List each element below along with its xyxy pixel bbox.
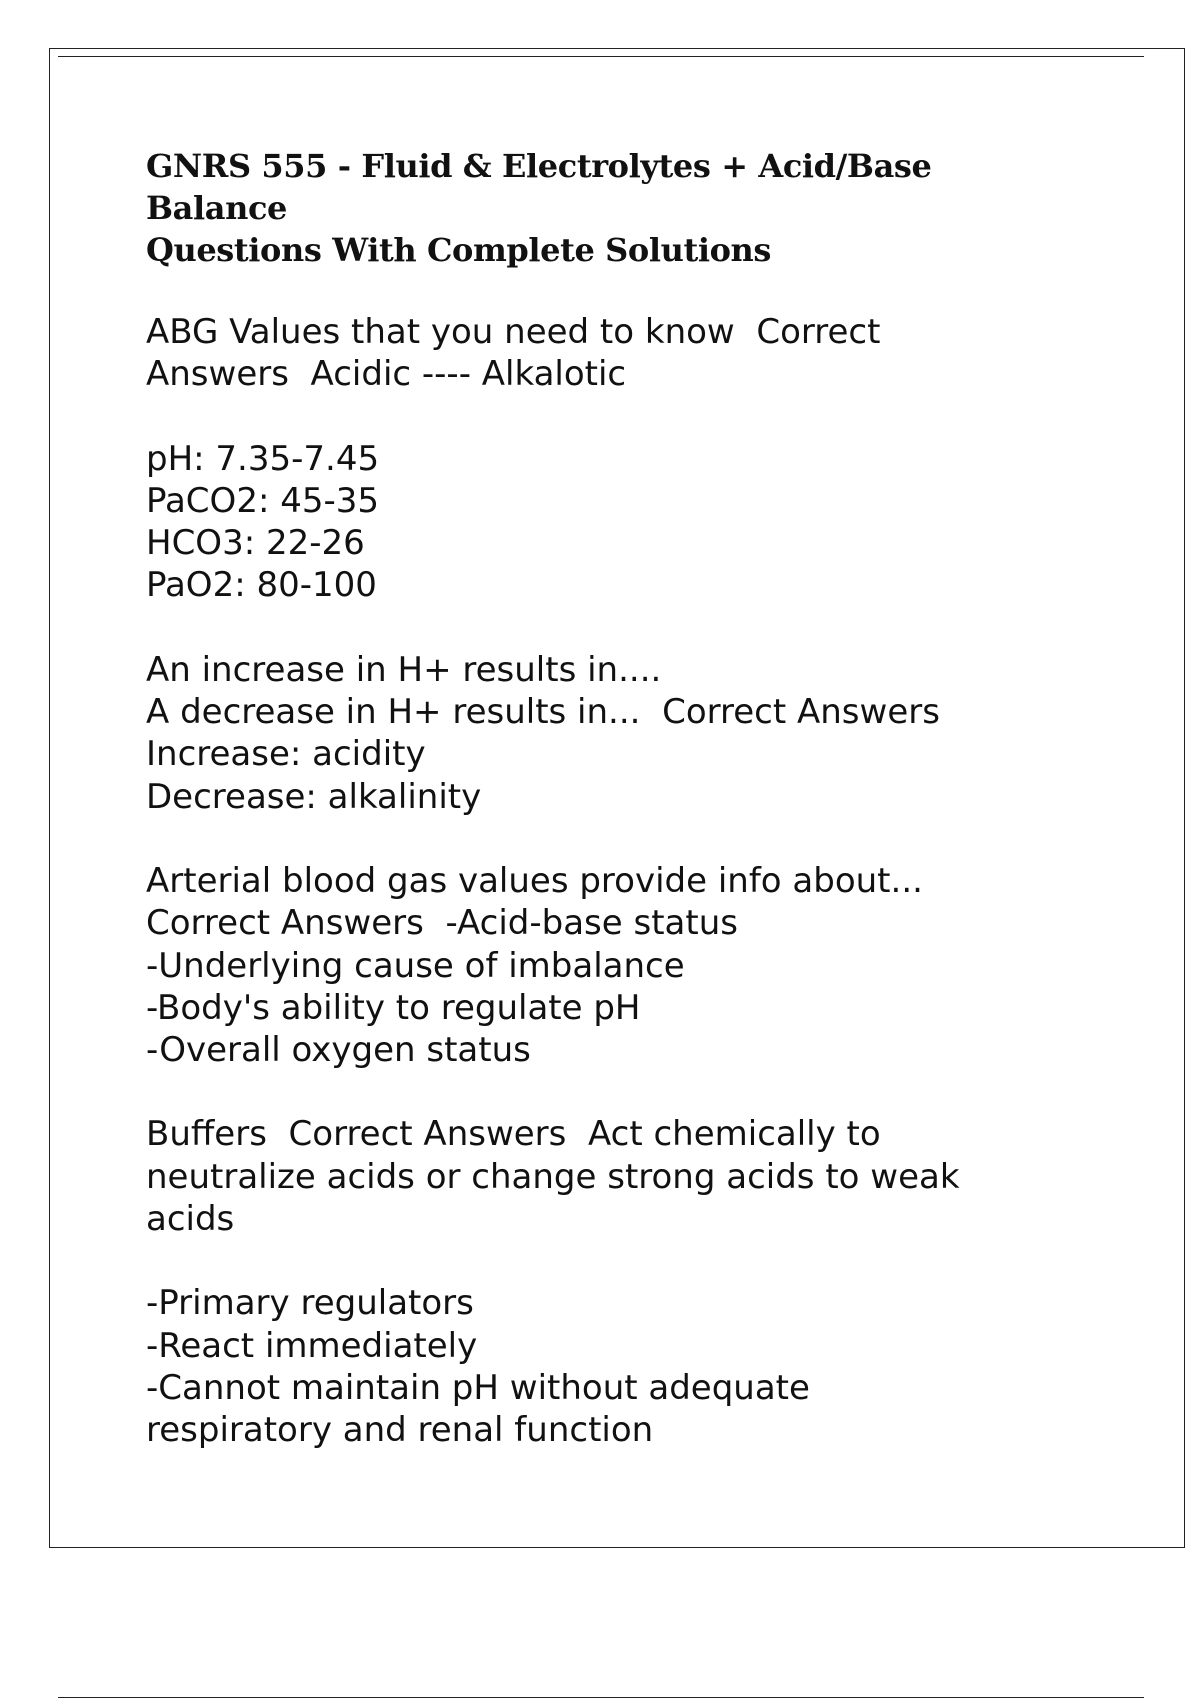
buffer-facts xyxy=(146,1282,1046,1451)
text-line: -React immediately xyxy=(146,1325,478,1366)
document-title xyxy=(146,145,1046,271)
text-line: -Underlying cause of imbalance xyxy=(146,945,685,986)
title-line: Questions With Complete Solutions xyxy=(146,231,772,269)
text-line: pH: 7.35-7.45 xyxy=(146,438,380,479)
text-line: -Overall oxygen status xyxy=(146,1030,531,1071)
qa-buffers xyxy=(146,1113,1046,1240)
text-line: neutralize acids or change strong acids to weak xyxy=(146,1156,960,1197)
bottom-rule xyxy=(58,1697,1144,1698)
text-line: -Cannot maintain pH without adequate xyxy=(146,1367,810,1408)
text-line: Correct Answers -Acid-base status xyxy=(146,903,738,944)
text-line: Answers Acidic ---- Alkalotic xyxy=(146,354,627,395)
text-line: PaCO2: 45-35 xyxy=(146,480,380,521)
abg-ranges xyxy=(146,438,1046,607)
text-line: HCO3: 22-26 xyxy=(146,523,365,564)
text-line: -Body's ability to regulate pH xyxy=(146,987,641,1028)
title-line: GNRS 555 - Fluid & Electrolytes + Acid/Base Balance xyxy=(146,147,932,227)
qa-abg-values xyxy=(146,311,1046,396)
text-line: respiratory and renal function xyxy=(146,1410,654,1451)
text-line: Buffers Correct Answers Act chemically to xyxy=(146,1114,881,1155)
text-line: PaO2: 80-100 xyxy=(146,565,377,606)
text-line: Increase: acidity xyxy=(146,734,426,775)
text-line: A decrease in H+ results in... Correct Answers xyxy=(146,692,940,733)
text-line: acids xyxy=(146,1199,235,1240)
text-line: ABG Values that you need to know Correct xyxy=(146,312,881,352)
text-line: -Primary regulators xyxy=(146,1283,474,1324)
text-line: Decrease: alkalinity xyxy=(146,776,482,817)
qa-arterial-blood-gas xyxy=(146,860,1046,1071)
text-line: An increase in H+ results in.... xyxy=(146,649,662,690)
qa-hydrogen-ions xyxy=(146,649,1046,818)
document-content xyxy=(146,145,1046,1494)
text-line: Arterial blood gas values provide info about... xyxy=(146,860,923,901)
top-rule xyxy=(58,56,1144,57)
